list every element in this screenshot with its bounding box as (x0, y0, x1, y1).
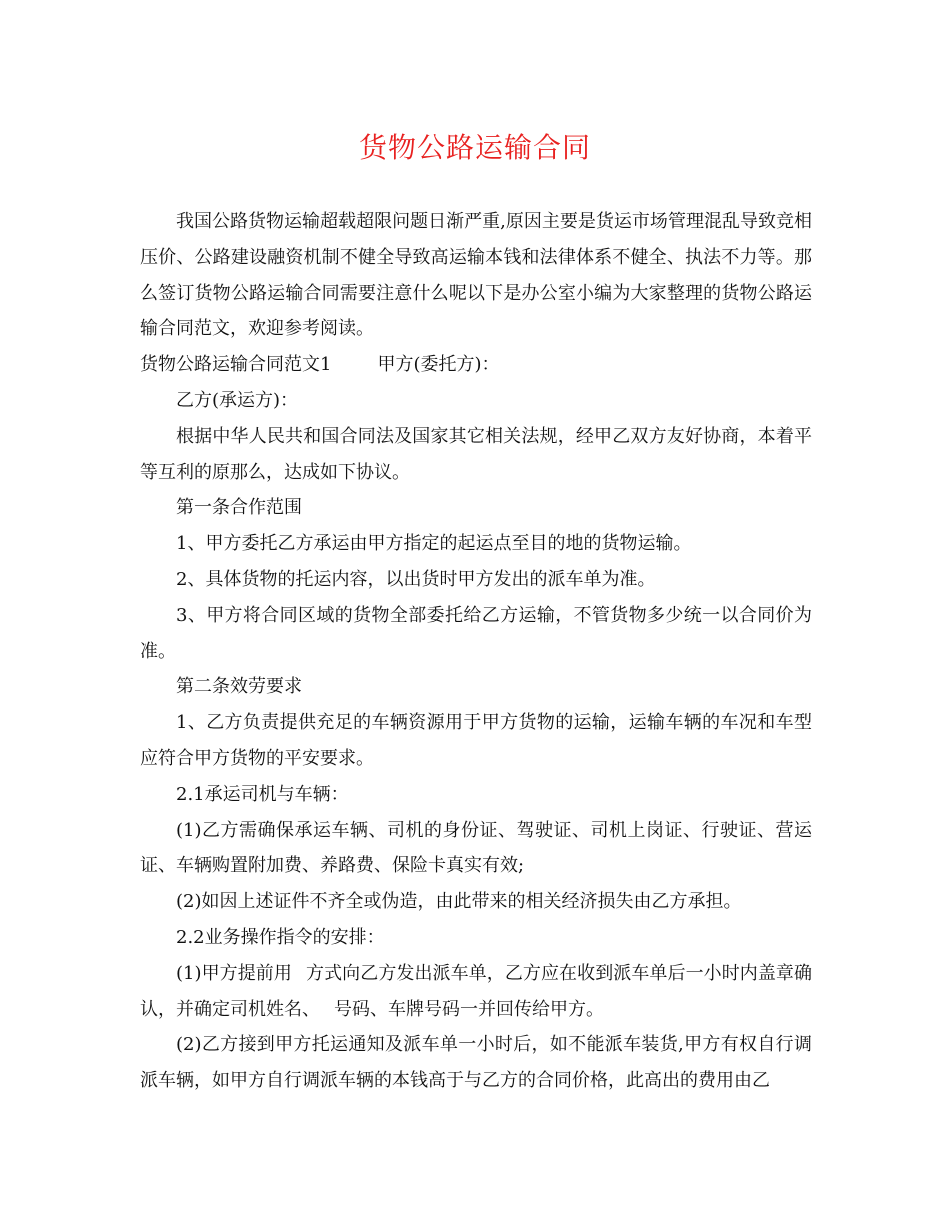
article-1-item: 2、具体货物的托运内容，以出货时甲方发出的派车单为准。 (176, 568, 656, 590)
section-2-1-title: 2.1承运司机与车辆： (176, 783, 349, 805)
article-2-title: 第二条效劳要求 (176, 676, 302, 698)
section-2-2-item (140, 956, 812, 1028)
document-body (140, 204, 812, 1099)
article-1-title: 第一条合作范围 (176, 497, 302, 519)
section-2-1-item: (2)如因上述证件不齐全或伪造，由此带来的相关经济损失由乙方承担。 (176, 891, 742, 913)
section-2-2-title: 2.2业务操作指令的安排： (176, 926, 385, 948)
sample-heading: 货物公路运输合同范文1 (140, 354, 332, 376)
item-text-part: (1)甲方提前用 (176, 962, 292, 984)
item-text-part: 方式向乙方发出派车单，乙方应在收到派车单后一小时内盖章确认，并确定司机姓名、 (140, 962, 813, 1020)
article-1-item: 1、甲方委托乙方承运由甲方指定的起运点至目的地的货物运输。 (176, 533, 692, 555)
item-text-part: 号码、车牌号码一并回传给甲方。 (334, 998, 604, 1020)
article-2-item: 1、乙方负责提供充足的车辆资源用于甲方货物的运输，运输车辆的车况和车型应符合甲方货物的平安要求。 (140, 712, 812, 769)
article-1-item: 3、甲方将合同区域的货物全部委托给乙方运输，不管货物多少统一以合同价为准。 (140, 604, 812, 662)
party-b-label: 乙方(承运方)： (176, 389, 299, 411)
section-2-1-item: (1)乙方需确保承运车辆、司机的身份证、驾驶证、司机上岗证、行驶证、营运证、车辆购置附加费、养路费、保险卡真实有效; (140, 819, 812, 877)
preamble-paragraph: 根据中华人民共和国合同法及国家其它相关法规，经甲乙双方友好协商，本着平等互利的原那么，达成如下协议。 (140, 425, 812, 483)
section-2-2-item: (2)乙方接到甲方托运通知及派车单一小时后，如不能派车装货,甲方有权自行调派车辆，如甲方自行调派车辆的本钱高于与乙方的合同价格，此高出的费用由乙 (140, 1034, 812, 1092)
sample-heading-line (140, 347, 812, 383)
intro-paragraph: 我国公路货物运输超载超限问题日渐严重,原因主要是货运市场管理混乱导致竞相压价、公路建设融资机制不健全导致高运输本钱和法律体系不健全、执法不力等。那么签订货物公路运输合同需要注意什么呢以下是办公室小编为大家整理的货物公路运输合同范文，欢迎参考阅读。 (140, 211, 812, 340)
document-title: 货物公路运输合同 (358, 131, 591, 164)
party-a-label: 甲方(委托方)： (377, 354, 500, 376)
